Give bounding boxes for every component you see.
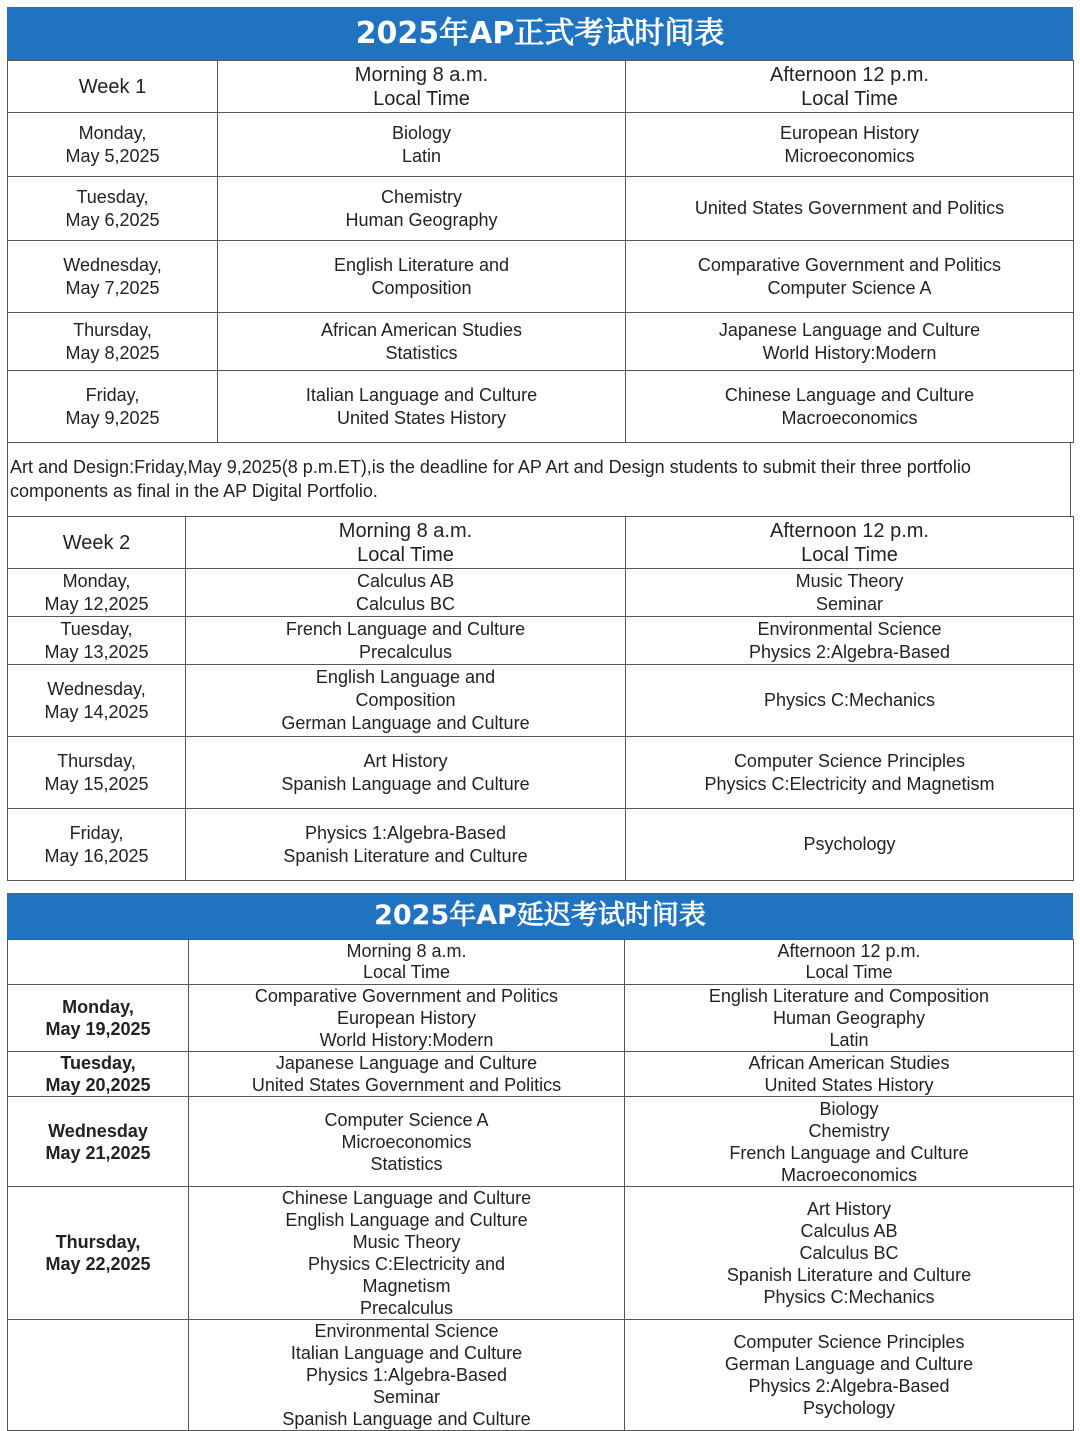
exam-name: Physics C:Mechanics	[763, 690, 936, 710]
afternoon-exams-cell	[625, 1097, 1074, 1187]
schedule-row	[8, 371, 1074, 443]
exam-name: United States Government and Politics	[694, 198, 1005, 218]
afternoon-exams-cell	[625, 1187, 1074, 1320]
exam-name: Comparative Government and Politics	[697, 254, 1002, 275]
exam-name: Physics 1:Algebra-Based	[305, 1365, 508, 1385]
afternoon-header	[626, 517, 1074, 569]
morning-header-line: Morning 8 a.m.	[338, 519, 473, 542]
exam-name: Physics 2:Algebra-Based	[748, 1376, 950, 1396]
afternoon-header-line: Local Time	[801, 543, 898, 566]
afternoon-exams-cell	[626, 809, 1074, 881]
exam-name: Chinese Language and Culture	[724, 384, 975, 405]
afternoon-header-line: Local Time	[801, 87, 898, 110]
day-cell	[8, 371, 218, 443]
exam-name: European History	[779, 122, 920, 143]
exam-name: Spanish Language and Culture	[281, 773, 530, 794]
morning-exams-cell	[189, 1097, 625, 1187]
afternoon-exams-cell	[626, 737, 1074, 809]
morning-exams-cell	[186, 569, 626, 617]
afternoon-header-line: Afternoon 12 p.m.	[770, 519, 929, 542]
exam-name: Physics 1:Algebra-Based	[304, 822, 507, 843]
exam-name: Seminar	[815, 593, 884, 614]
morning-exams-cell	[186, 809, 626, 881]
morning-exams-cell	[189, 1052, 625, 1097]
morning-header-line: Morning 8 a.m.	[354, 63, 489, 86]
day-cell	[8, 665, 186, 737]
day-cell	[8, 1097, 189, 1187]
day-cell	[8, 1320, 189, 1431]
day-label-line: May 19,2025	[45, 1019, 151, 1039]
day-label-line: Monday,	[62, 997, 134, 1017]
exam-name: World History:Modern	[762, 342, 937, 363]
schedule-row	[8, 1320, 1074, 1431]
exam-name: Chinese Language and Culture	[281, 1188, 532, 1208]
schedule-row	[8, 569, 1074, 617]
exam-name: Computer Science A	[324, 1109, 489, 1130]
afternoon-exams-cell	[625, 985, 1074, 1052]
exam-name: Computer Science Principles	[733, 750, 966, 771]
morning-header	[189, 940, 625, 985]
afternoon-exams-cell	[626, 665, 1074, 737]
exam-name: Environmental Science	[757, 618, 942, 639]
day-label-line: May 8,2025	[65, 342, 160, 363]
schedule-row	[8, 241, 1074, 313]
morning-header-line: Morning 8 a.m.	[346, 941, 467, 961]
late-schedule	[7, 939, 1073, 1431]
schedule-row	[8, 617, 1074, 665]
exam-name: Computer Science A	[767, 277, 932, 298]
exam-name: Calculus BC	[799, 1243, 899, 1263]
exam-name: Environmental Science	[314, 1321, 499, 1341]
day-label-line: May 12,2025	[44, 593, 149, 614]
day-label-line: Wednesday	[48, 1120, 148, 1141]
schedule-row	[8, 1097, 1074, 1187]
schedule-row	[8, 985, 1074, 1052]
late-header-row	[8, 940, 1074, 985]
exam-name: Macroeconomics	[780, 1164, 918, 1185]
official-schedule-title: 2025年AP正式考试时间表	[7, 7, 1073, 60]
week2-schedule	[7, 516, 1073, 881]
week1-header-row	[8, 61, 1074, 113]
exam-name: Composition	[371, 277, 472, 298]
art-design-note: Art and Design:Friday,May 9,2025(8 p.m.ET),is the deadline for AP Art and Design students to submit their three portfolio components as final in the AP Digital Portfolio.	[7, 443, 1071, 516]
exam-name: Italian Language and Culture	[305, 384, 538, 405]
day-label-line: Tuesday,	[76, 186, 149, 207]
schedule-row	[8, 177, 1074, 241]
exam-name: German Language and Culture	[281, 713, 530, 733]
day-cell	[8, 569, 186, 617]
day-cell	[8, 809, 186, 881]
exam-name: Physics C:Electricity and	[307, 1254, 506, 1274]
morning-exams-cell	[186, 737, 626, 809]
exam-name: Computer Science Principles	[733, 1332, 965, 1352]
exam-name: Comparative Government and Politics	[254, 986, 559, 1006]
afternoon-exams-cell	[626, 569, 1074, 617]
morning-exams-cell	[189, 1187, 625, 1320]
day-label-line: Thursday,	[55, 1232, 141, 1252]
exam-name: German Language and Culture	[724, 1354, 974, 1374]
day-label-line: Tuesday,	[60, 1053, 136, 1073]
exam-name: Physics C:Electricity and Magnetism	[704, 773, 995, 794]
exam-name: Japanese Language and Culture	[275, 1053, 538, 1073]
day-label-line: May 16,2025	[44, 845, 149, 866]
morning-header	[218, 61, 626, 113]
exam-name: Calculus AB	[356, 570, 455, 591]
schedule-row	[8, 665, 1074, 737]
afternoon-header-line: Afternoon 12 p.m.	[777, 941, 921, 961]
exam-name: Physics C:Mechanics	[763, 1287, 935, 1307]
week1-body	[8, 113, 1074, 443]
week1-schedule	[7, 60, 1073, 443]
week2-label: Week 2	[8, 517, 186, 569]
day-label-line: May 15,2025	[44, 773, 149, 794]
exam-name: Magnetism	[362, 1276, 451, 1296]
day-label-line: May 20,2025	[45, 1075, 151, 1095]
exam-name: Psychology	[802, 1398, 896, 1418]
exam-name: Biology	[819, 1098, 879, 1119]
exam-name: Macroeconomics	[781, 407, 918, 428]
morning-exams-cell	[189, 1320, 625, 1431]
exam-name: United States History	[336, 407, 507, 428]
afternoon-exams-cell	[626, 241, 1074, 313]
exam-name: Microeconomics	[341, 1131, 472, 1152]
day-label-line: May 6,2025	[65, 209, 160, 230]
exam-name: English Language and	[315, 667, 496, 687]
afternoon-exams-cell	[626, 371, 1074, 443]
exam-name: French Language and Culture	[729, 1142, 969, 1163]
schedule-row	[8, 809, 1074, 881]
week2-header-row	[8, 517, 1074, 569]
morning-exams-cell	[189, 985, 625, 1052]
day-label-line: Monday,	[62, 570, 131, 591]
week1-label: Week 1	[8, 61, 218, 113]
exam-name: French Language and Culture	[285, 618, 526, 639]
day-label-line: Wednesday,	[47, 678, 146, 699]
exam-name: African American Studies	[320, 319, 523, 340]
morning-header-line: Local Time	[373, 87, 470, 110]
day-cell	[8, 617, 186, 665]
exam-name: Precalculus	[359, 1298, 454, 1318]
exam-name: World History:Modern	[319, 1030, 494, 1050]
day-label-line: May 7,2025	[65, 277, 160, 298]
exam-name: United States History	[764, 1075, 934, 1095]
afternoon-exams-cell	[625, 1052, 1074, 1097]
afternoon-exams-cell	[626, 617, 1074, 665]
exam-name: African American Studies	[748, 1053, 950, 1073]
late-empty-header	[8, 940, 189, 985]
exam-name: Seminar	[372, 1387, 441, 1407]
exam-name: Composition	[355, 690, 456, 710]
exam-name: Spanish Language and Culture	[282, 1409, 531, 1429]
day-cell	[8, 1052, 189, 1097]
afternoon-exams-cell	[626, 313, 1074, 371]
exam-name: Biology	[391, 122, 452, 143]
exam-name: Chemistry	[380, 186, 462, 207]
day-label-line: Thursday,	[73, 319, 152, 340]
morning-exams-cell	[186, 665, 626, 737]
day-cell	[8, 737, 186, 809]
exam-name: Statistics	[370, 1153, 443, 1174]
exam-name: Psychology	[803, 834, 896, 854]
late-table	[7, 939, 1074, 1431]
exam-name: Spanish Literature and Culture	[726, 1265, 972, 1285]
day-label-line: Friday,	[85, 384, 140, 405]
day-label-line: May 14,2025	[44, 701, 149, 722]
exam-name: Human Geography	[345, 209, 498, 230]
exam-name: Statistics	[385, 342, 458, 363]
exam-name: Spanish Literature and Culture	[283, 845, 528, 866]
morning-header	[186, 517, 626, 569]
afternoon-header-line: Local Time	[805, 962, 893, 982]
schedule-row	[8, 113, 1074, 177]
day-label-line: Monday,	[78, 122, 147, 143]
exam-name: English Literature and Composition	[708, 986, 990, 1006]
exam-name: Human Geography	[772, 1008, 926, 1028]
morning-header-line: Local Time	[357, 543, 454, 566]
day-label-line: Wednesday,	[63, 254, 162, 275]
morning-exams-cell	[218, 177, 626, 241]
exam-name: Microeconomics	[784, 145, 915, 166]
day-cell	[8, 177, 218, 241]
exam-name: English Language and Culture	[285, 1210, 528, 1230]
late-schedule-title: 2025年AP延迟考试时间表	[7, 893, 1073, 939]
exam-name: Japanese Language and Culture	[718, 319, 981, 340]
exam-name: Art History	[363, 750, 448, 771]
schedule-row	[8, 1052, 1074, 1097]
day-cell	[8, 113, 218, 177]
week2-table	[7, 516, 1074, 881]
day-label-line: Tuesday,	[60, 618, 133, 639]
day-cell	[8, 985, 189, 1052]
exam-name: Music Theory	[795, 570, 904, 591]
day-cell	[8, 241, 218, 313]
morning-exams-cell	[218, 371, 626, 443]
late-body	[8, 985, 1074, 1431]
afternoon-exams-cell	[626, 113, 1074, 177]
afternoon-header	[625, 940, 1074, 985]
exam-name: Latin	[401, 145, 442, 166]
day-label-line: May 5,2025	[65, 145, 160, 166]
morning-exams-cell	[218, 113, 626, 177]
morning-exams-cell	[218, 313, 626, 371]
day-label-line: May 22,2025	[45, 1254, 151, 1274]
morning-exams-cell	[218, 241, 626, 313]
afternoon-header-line: Afternoon 12 p.m.	[770, 63, 929, 86]
exam-name: European History	[336, 1008, 477, 1028]
exam-name: Chemistry	[808, 1120, 890, 1141]
week2-body	[8, 569, 1074, 881]
exam-name: Italian Language and Culture	[290, 1343, 523, 1363]
afternoon-exams-cell	[625, 1320, 1074, 1431]
day-label-line: May 21,2025	[45, 1142, 151, 1163]
exam-name: Latin	[829, 1030, 869, 1050]
day-label-line: Friday,	[69, 822, 124, 843]
day-label-line: May 9,2025	[65, 407, 160, 428]
exam-name: United States Government and Politics	[251, 1075, 562, 1095]
schedule-row	[8, 313, 1074, 371]
morning-exams-cell	[186, 617, 626, 665]
schedule-row	[8, 737, 1074, 809]
exam-name: Music Theory	[352, 1232, 461, 1252]
exam-name: Calculus BC	[355, 593, 456, 614]
afternoon-header	[626, 61, 1074, 113]
exam-name: English Literature and	[333, 254, 510, 275]
exam-name: Calculus AB	[800, 1221, 898, 1241]
day-label-line: May 13,2025	[44, 641, 149, 662]
morning-header-line: Local Time	[362, 962, 451, 982]
schedule-row	[8, 1187, 1074, 1320]
afternoon-exams-cell	[626, 177, 1074, 241]
exam-name: Art History	[806, 1199, 891, 1219]
exam-name: Precalculus	[358, 641, 453, 662]
week1-table	[7, 60, 1074, 443]
day-label-line: Thursday,	[57, 750, 136, 771]
day-cell	[8, 313, 218, 371]
exam-name: Physics 2:Algebra-Based	[748, 641, 951, 662]
day-cell	[8, 1187, 189, 1320]
